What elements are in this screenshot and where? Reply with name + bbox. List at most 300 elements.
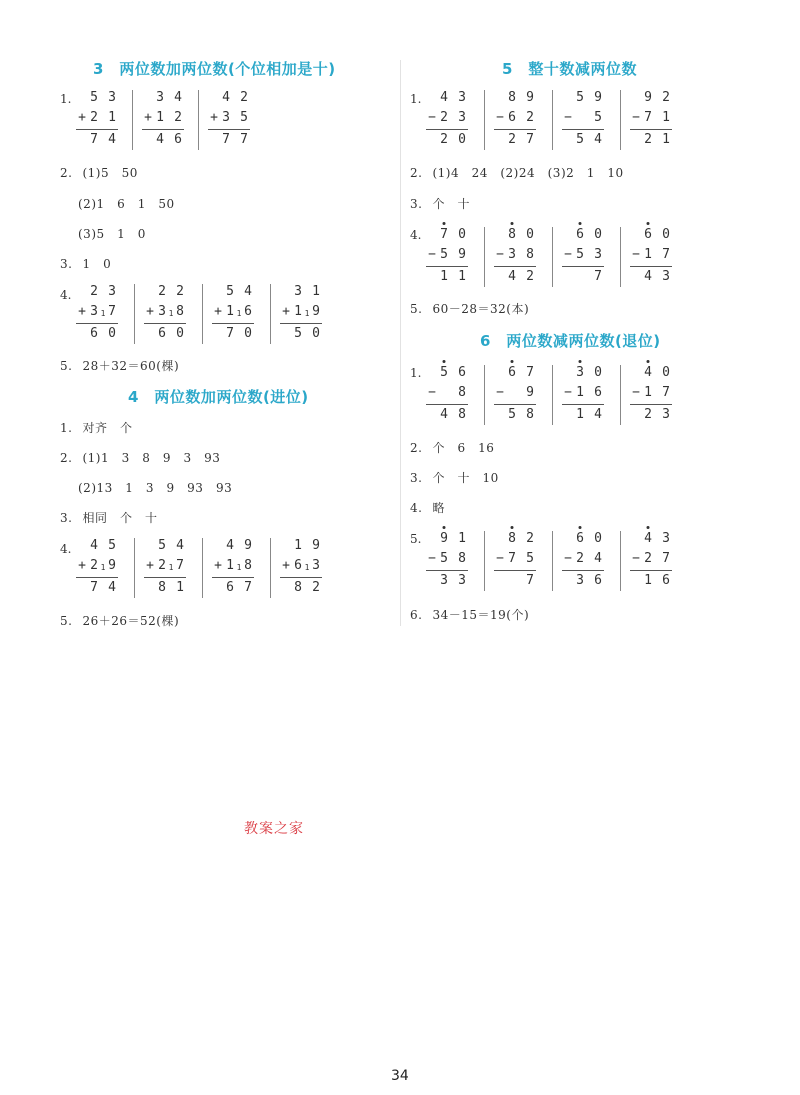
digit: 7 <box>526 365 534 380</box>
problem-result-row <box>562 130 604 150</box>
vertical-problem <box>426 88 468 150</box>
vertical-problem <box>494 88 536 150</box>
sec5-q1-label: 1. <box>410 92 422 106</box>
vertical-problem <box>426 529 468 591</box>
digit: 5 <box>440 551 448 566</box>
problem-result-row <box>494 130 536 150</box>
digit: 7 <box>240 132 248 147</box>
problem-top-row <box>562 88 604 108</box>
digit: 9 <box>526 90 534 105</box>
operator-spacer <box>212 536 224 556</box>
sec3-q2-part1: (1)5 50 <box>82 166 138 180</box>
digit: 6 <box>574 225 586 245</box>
operator: − <box>496 247 504 262</box>
operator-spacer <box>562 225 574 245</box>
digit: 1 <box>440 269 448 284</box>
problem-second-row <box>630 549 672 569</box>
problem-second-row <box>426 383 468 403</box>
digit: 2 <box>312 580 320 595</box>
operator-spacer <box>280 324 292 344</box>
problem-result-row <box>630 571 672 591</box>
digit: 3 <box>222 110 230 125</box>
digit: 7 <box>222 132 230 147</box>
operator-spacer <box>562 363 574 383</box>
sec6-q2-label: 2. <box>410 441 423 455</box>
sec6-q4-text: 略 <box>432 501 445 515</box>
problem-result-row <box>426 405 468 425</box>
sec3-q2-part2: (2)1 6 1 50 <box>78 197 175 211</box>
problem-top-row <box>630 225 672 245</box>
digit: 1 <box>662 132 670 147</box>
digit: 3 <box>156 90 164 105</box>
problem-second-row <box>494 245 536 265</box>
problem-top-row <box>144 536 186 556</box>
digit: 9 <box>108 558 116 573</box>
sec3-q2-label: 2. <box>60 166 73 180</box>
digit: 1 <box>294 304 302 319</box>
problem-separator <box>484 365 485 425</box>
borrow-dot <box>647 222 650 225</box>
problem-second-row <box>426 245 468 265</box>
problem-top-row <box>630 88 672 108</box>
digit: 8 <box>506 225 518 245</box>
section-5-title: 5 整十数减两位数 <box>502 60 637 78</box>
problem-top-row <box>562 225 604 245</box>
digit: 6 <box>594 385 602 400</box>
problem-separator <box>552 531 553 591</box>
digit: 0 <box>526 227 534 242</box>
operator: + <box>144 110 152 125</box>
sec6-q4-label: 4. <box>410 501 423 515</box>
problem-top-row <box>280 282 322 302</box>
problem-separator <box>484 227 485 287</box>
digit: 6 <box>508 110 516 125</box>
digit: 1 <box>644 247 652 262</box>
digit: 7 <box>526 573 534 588</box>
problem-second-row <box>494 108 536 128</box>
problem-second-row <box>280 556 322 576</box>
carry-digit: 1 <box>304 563 310 572</box>
digit: 5 <box>526 551 534 566</box>
digit: 4 <box>440 407 448 422</box>
problem-top-row <box>494 529 536 549</box>
problem-top-row <box>76 282 118 302</box>
digit: 6 <box>594 573 602 588</box>
operator-spacer <box>562 405 574 425</box>
sec4-q1-text: 对齐 个 <box>82 421 133 435</box>
digit: 7 <box>508 551 516 566</box>
digit: 2 <box>526 110 534 125</box>
operator-spacer <box>630 267 642 287</box>
borrow-dot <box>443 360 446 363</box>
borrow-dot <box>647 526 650 529</box>
digit <box>506 571 518 591</box>
problem-result-row <box>630 267 672 287</box>
vertical-problem <box>76 282 118 344</box>
operator-spacer <box>144 536 156 556</box>
section-6-title: 6 两位数减两位数(退位) <box>480 332 661 350</box>
operator: − <box>632 247 640 262</box>
digit: 6 <box>226 580 234 595</box>
problem-separator <box>620 90 621 150</box>
operator-spacer <box>562 529 574 549</box>
digit: 3 <box>576 573 584 588</box>
operator-spacer <box>562 571 574 591</box>
operator-spacer <box>76 130 88 150</box>
problem-result-row <box>630 130 672 150</box>
digit: 9 <box>594 90 602 105</box>
digit: 5 <box>226 284 234 299</box>
sec5-q2 <box>410 164 634 181</box>
vertical-problem <box>280 282 322 344</box>
digit: 1 <box>294 538 302 553</box>
problem-separator <box>620 531 621 591</box>
sec6-q2 <box>410 439 504 456</box>
digit: 2 <box>174 110 182 125</box>
digit: 2 <box>662 90 670 105</box>
operator-spacer <box>144 578 156 598</box>
problem-top-row <box>426 363 468 383</box>
digit: 6 <box>158 326 166 341</box>
borrow-dot <box>443 526 446 529</box>
digit: 3 <box>158 304 166 319</box>
sec4-q5-text: 26＋26＝52(棵) <box>82 614 180 628</box>
problem-result-row <box>208 130 250 150</box>
problem-top-row <box>494 225 536 245</box>
digit: 5 <box>440 247 448 262</box>
digit: 4 <box>226 538 234 553</box>
digit: 5 <box>508 407 516 422</box>
problem-separator <box>484 90 485 150</box>
problem-second-row <box>562 245 604 265</box>
problem-second-row <box>562 108 604 128</box>
borrow-dot <box>579 360 582 363</box>
problem-result-row <box>280 324 322 344</box>
sec4-q3 <box>60 509 167 526</box>
carry-digit: 1 <box>304 309 310 318</box>
digit: 1 <box>662 110 670 125</box>
operator-spacer <box>494 88 506 108</box>
operator-spacer <box>562 88 574 108</box>
digit: 4 <box>440 90 448 105</box>
operator: − <box>564 110 572 125</box>
digit: 3 <box>508 247 516 262</box>
sec5-q2-label: 2. <box>410 166 423 180</box>
borrow-dot <box>443 222 446 225</box>
sec5-q5-label: 5. <box>410 302 423 316</box>
problem-result-row <box>76 130 118 150</box>
digit: 8 <box>294 580 302 595</box>
digit: 6 <box>294 558 302 573</box>
problem-result-row <box>212 578 254 598</box>
digit: 0 <box>458 132 466 147</box>
sec3-q2 <box>60 164 148 181</box>
operator-spacer <box>494 405 506 425</box>
operator-spacer <box>76 282 88 302</box>
digit: 2 <box>90 284 98 299</box>
problem-result-row <box>144 578 186 598</box>
problem-top-row <box>494 88 536 108</box>
digit: 9 <box>458 247 466 262</box>
problem-second-row <box>494 383 536 403</box>
digit: 7 <box>176 558 184 573</box>
digit: 5 <box>158 538 166 553</box>
digit: 0 <box>244 326 252 341</box>
problem-result-row <box>426 571 468 591</box>
digit: 6 <box>506 363 518 383</box>
digit: 2 <box>644 132 652 147</box>
digit: 2 <box>90 110 98 125</box>
digit: 1 <box>312 284 320 299</box>
digit: 3 <box>458 573 466 588</box>
sec5-q3 <box>410 195 480 212</box>
digit: 3 <box>90 304 98 319</box>
problem-separator <box>134 538 135 598</box>
problem-result-row <box>280 578 322 598</box>
digit: 4 <box>90 538 98 553</box>
digit: 2 <box>508 132 516 147</box>
digit: 2 <box>644 407 652 422</box>
problem-top-row <box>208 88 250 108</box>
sec5-q5-text: 60－28＝32(本) <box>432 302 530 316</box>
digit: 9 <box>644 90 652 105</box>
problem-result-row <box>426 130 468 150</box>
problem-second-row <box>212 556 254 576</box>
vertical-problem <box>562 529 604 591</box>
operator: + <box>78 110 86 125</box>
operator: + <box>210 110 218 125</box>
operator-spacer <box>426 571 438 591</box>
digit: 4 <box>174 90 182 105</box>
problem-second-row <box>562 383 604 403</box>
digit: 3 <box>662 407 670 422</box>
digit: 0 <box>594 365 602 380</box>
operator-spacer <box>630 88 642 108</box>
problem-separator <box>552 227 553 287</box>
vertical-problem <box>144 536 186 598</box>
operator-spacer <box>494 363 506 383</box>
vertical-problem <box>630 225 672 287</box>
vertical-problem <box>562 225 604 287</box>
operator: − <box>496 110 504 125</box>
borrow-dot <box>647 360 650 363</box>
operator-spacer <box>426 130 438 150</box>
operator-spacer <box>142 88 154 108</box>
vertical-problem <box>562 88 604 150</box>
digit: 4 <box>594 132 602 147</box>
problem-result-row <box>494 267 536 287</box>
operator-spacer <box>280 536 292 556</box>
digit: 1 <box>644 385 652 400</box>
sec3-q5-label: 5. <box>60 359 73 373</box>
digit: 0 <box>594 227 602 242</box>
sec4-q5-label: 5. <box>60 614 73 628</box>
digit: 4 <box>642 529 654 549</box>
operator: + <box>214 304 222 319</box>
operator: + <box>146 304 154 319</box>
digit: 3 <box>312 558 320 573</box>
digit: 0 <box>176 326 184 341</box>
vertical-problem <box>630 88 672 150</box>
problem-top-row <box>142 88 184 108</box>
digit: 2 <box>526 531 534 546</box>
digit: 1 <box>226 558 234 573</box>
digit: 2 <box>440 132 448 147</box>
operator-spacer <box>494 267 506 287</box>
digit <box>574 267 586 287</box>
digit: 1 <box>644 573 652 588</box>
digit: 9 <box>244 538 252 553</box>
sec4-q3-label: 3. <box>60 511 73 525</box>
problem-result-row <box>494 571 536 591</box>
digit: 6 <box>458 365 466 380</box>
digit: 7 <box>662 551 670 566</box>
problem-separator <box>132 90 133 150</box>
problem-top-row <box>212 536 254 556</box>
operator-spacer <box>630 571 642 591</box>
digit: 3 <box>662 269 670 284</box>
operator: − <box>428 110 436 125</box>
sec6-q1-label: 1. <box>410 366 422 380</box>
digit: 4 <box>642 363 654 383</box>
column-divider <box>400 60 401 626</box>
sec6-q6 <box>410 606 539 623</box>
operator-spacer <box>426 88 438 108</box>
vertical-problem <box>494 363 536 425</box>
operator-spacer <box>212 324 224 344</box>
vertical-problem <box>562 363 604 425</box>
operator-spacer <box>426 529 438 549</box>
operator-spacer <box>494 130 506 150</box>
sec5-q2-text: (1)4 24 (2)24 (3)2 1 10 <box>432 166 624 180</box>
operator: + <box>78 558 86 573</box>
problem-second-row <box>426 549 468 569</box>
problem-separator <box>202 284 203 344</box>
operator-spacer <box>630 529 642 549</box>
section-4-title: 4 两位数加两位数(进位) <box>128 388 309 406</box>
problem-separator <box>552 365 553 425</box>
digit: 4 <box>594 551 602 566</box>
digit: 1 <box>576 385 584 400</box>
digit: 9 <box>312 538 320 553</box>
digit: 3 <box>108 90 116 105</box>
digit: 4 <box>176 538 184 553</box>
digit: 6 <box>662 573 670 588</box>
sec6-q6-label: 6. <box>410 608 423 622</box>
digit: 7 <box>226 326 234 341</box>
operator: + <box>214 558 222 573</box>
digit: 7 <box>90 132 98 147</box>
operator: − <box>564 551 572 566</box>
operator-spacer <box>426 405 438 425</box>
digit: 0 <box>662 227 670 242</box>
operator-spacer <box>208 130 220 150</box>
problem-second-row <box>562 549 604 569</box>
digit: 3 <box>458 90 466 105</box>
digit: 4 <box>644 269 652 284</box>
digit: 7 <box>90 580 98 595</box>
sec5-q3-label: 3. <box>410 197 423 211</box>
operator-spacer <box>426 267 438 287</box>
problem-second-row <box>208 108 250 128</box>
digit: 0 <box>312 326 320 341</box>
carry-digit: 1 <box>100 563 106 572</box>
digit: 8 <box>526 247 534 262</box>
borrow-dot <box>579 222 582 225</box>
digit: 4 <box>508 269 516 284</box>
operator-spacer <box>494 571 506 591</box>
operator-spacer <box>280 282 292 302</box>
digit: 1 <box>226 304 234 319</box>
operator-spacer <box>494 225 506 245</box>
vertical-problem <box>630 363 672 425</box>
problem-second-row <box>76 302 118 322</box>
digit: 6 <box>574 529 586 549</box>
page-number: 34 <box>391 1068 409 1084</box>
problem-second-row <box>144 556 186 576</box>
digit <box>506 383 518 403</box>
digit: 1 <box>458 531 466 546</box>
problem-top-row <box>212 282 254 302</box>
operator: + <box>282 304 290 319</box>
carry-digit: 1 <box>100 309 106 318</box>
digit: 6 <box>244 304 252 319</box>
problem-separator <box>198 90 199 150</box>
sec3-q3-label: 3. <box>60 257 73 271</box>
problem-second-row <box>142 108 184 128</box>
problem-result-row <box>76 324 118 344</box>
sec5-q4-label: 4. <box>410 228 422 242</box>
problem-result-row <box>76 578 118 598</box>
operator: − <box>632 110 640 125</box>
operator-spacer <box>208 88 220 108</box>
sec4-q2-label: 2. <box>60 451 73 465</box>
digit: 8 <box>158 580 166 595</box>
sec6-q5-label: 5. <box>410 532 422 546</box>
operator: − <box>632 385 640 400</box>
operator: − <box>496 551 504 566</box>
problem-top-row <box>76 88 118 108</box>
problem-result-row <box>212 324 254 344</box>
sec3-q3 <box>60 255 121 272</box>
digit: 4 <box>594 407 602 422</box>
digit <box>438 383 450 403</box>
digit: 3 <box>294 284 302 299</box>
problem-separator <box>270 284 271 344</box>
digit: 7 <box>108 304 116 319</box>
problem-second-row <box>144 302 186 322</box>
problem-second-row <box>76 556 118 576</box>
operator-spacer <box>562 130 574 150</box>
digit: 6 <box>174 132 182 147</box>
digit: 1 <box>108 110 116 125</box>
sec6-q3-label: 3. <box>410 471 423 485</box>
digit: 2 <box>576 551 584 566</box>
problem-result-row <box>562 571 604 591</box>
vertical-problem <box>212 536 254 598</box>
digit: 3 <box>458 110 466 125</box>
operator-spacer <box>426 363 438 383</box>
borrow-dot <box>579 526 582 529</box>
sec3-q3-text: 1 0 <box>82 257 112 271</box>
operator-spacer <box>76 536 88 556</box>
digit: 2 <box>440 110 448 125</box>
digit: 7 <box>438 225 450 245</box>
digit: 4 <box>156 132 164 147</box>
vertical-problem <box>494 529 536 591</box>
digit: 5 <box>90 90 98 105</box>
digit: 5 <box>438 363 450 383</box>
